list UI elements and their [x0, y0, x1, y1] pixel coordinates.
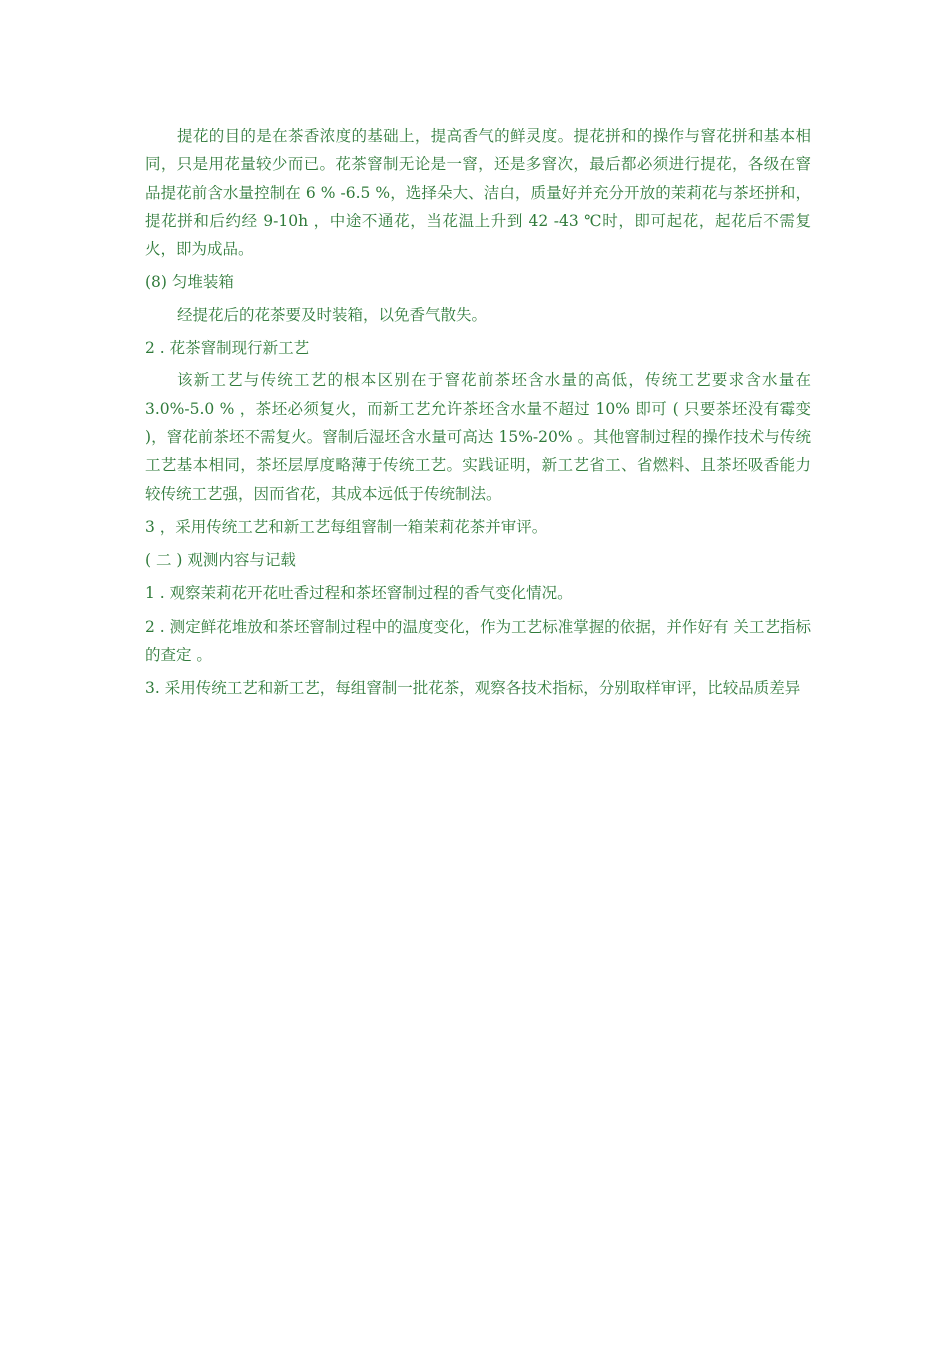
- document-body: [145, 122, 811, 707]
- paragraph-packing: 经提花后的花茶要及时装箱，以免香气散失。: [177, 305, 488, 324]
- item-3-scenting-evaluation: 3 ，采用传统工艺和新工艺每组窨制一箱茉莉花茶并审评。: [145, 517, 548, 536]
- paragraph-new-process: 该新工艺与传统工艺的根本区别在于窨花前茶坯含水量的高低，传统工艺要求含水量在 3.0%-5.0 % ，茶坯必须复火，而新工艺允许茶坯含水量不超过 10% 即可 ( 只要茶坯没有霉变 )，窨花前茶坯不需复火。窨制后湿坯含水量可高达 15%-20% 。其他窨制过程的操作技术与传统工艺基本相同，茶坯层厚度略薄于传统工艺。实践证明，新工艺省工、省燃料、且茶坯吸香能力较传统工艺强，因而省花，其成本远低于传统制法。: [145, 371, 811, 503]
- observation-item-2: 2 . 测定鲜花堆放和茶坯窨制过程中的温度变化，作为工艺标准掌握的依据，并作好有 关工艺指标的查定 。: [145, 617, 811, 665]
- heading-new-process: 2 . 花茶窨制现行新工艺: [145, 339, 310, 358]
- observation-item-3: 3. 采用传统工艺和新工艺，每组窨制一批花茶，观察各技术指标，分别取样审评，比较品质差异: [145, 679, 801, 698]
- observation-item-1: 1 . 观察茉莉花开花吐香过程和茶坯窨制过程的香气变化情况。: [145, 584, 573, 603]
- heading-packing: (8) 匀堆装箱: [145, 273, 234, 292]
- heading-observation-records: ( 二 ) 观测内容与记载: [145, 551, 296, 570]
- paragraph-scenting-purpose: 提花的目的是在茶香浓度的基础上，提高香气的鲜灵度。提花拼和的操作与窨花拼和基本相同，只是用花量较少而已。花茶窨制无论是一窨，还是多窨次，最后都必须进行提花，各级在窨品提花前含水量控制在 6 % -6.5 %，选择朵大、洁白，质量好并充分开放的茉莉花与茶坯拼和，提花拼和后约经 9-10h ，中途不通花，当花温上升到 42 -43 ℃时，即可起花，起花后不需复火，即为成品。: [145, 127, 811, 259]
